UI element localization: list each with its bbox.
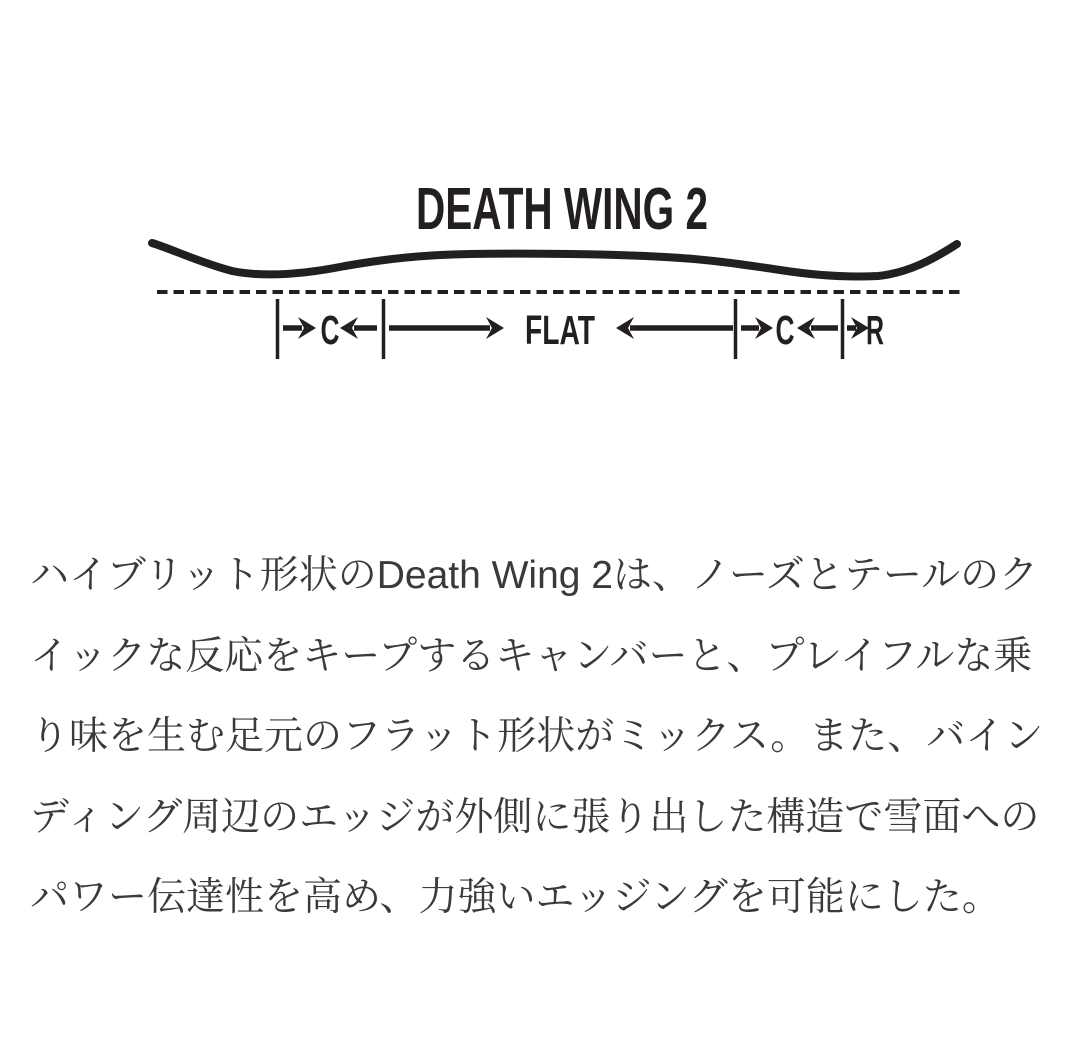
camber-profile-diagram [0, 0, 1080, 400]
description-line-1: ハイブリット形状のDeath Wing 2は、ノーズとテールのク [30, 554, 1039, 597]
description-line-2: イックな反応をキープするキャンバーと、プレイフルな乗 [30, 634, 1033, 678]
label-camber-right: C [775, 307, 795, 353]
description-line-4: ディング周辺のエッジが外側に張り出した構造で雪面への [30, 795, 1040, 839]
label-rocker: R [866, 307, 884, 353]
label-flat: FLAT [525, 307, 595, 353]
description-line-3: り味を生む足元のフラット形状がミックス。また、バイン [30, 715, 1044, 759]
board-title: DEATH WING 2 [416, 176, 708, 242]
description-line-5: パワー伝達性を高め、力強いエッジングを可能にした。 [30, 876, 1001, 920]
description-paragraph [30, 536, 1060, 939]
board-profile-curve [152, 243, 957, 276]
label-camber-left: C [320, 307, 340, 353]
